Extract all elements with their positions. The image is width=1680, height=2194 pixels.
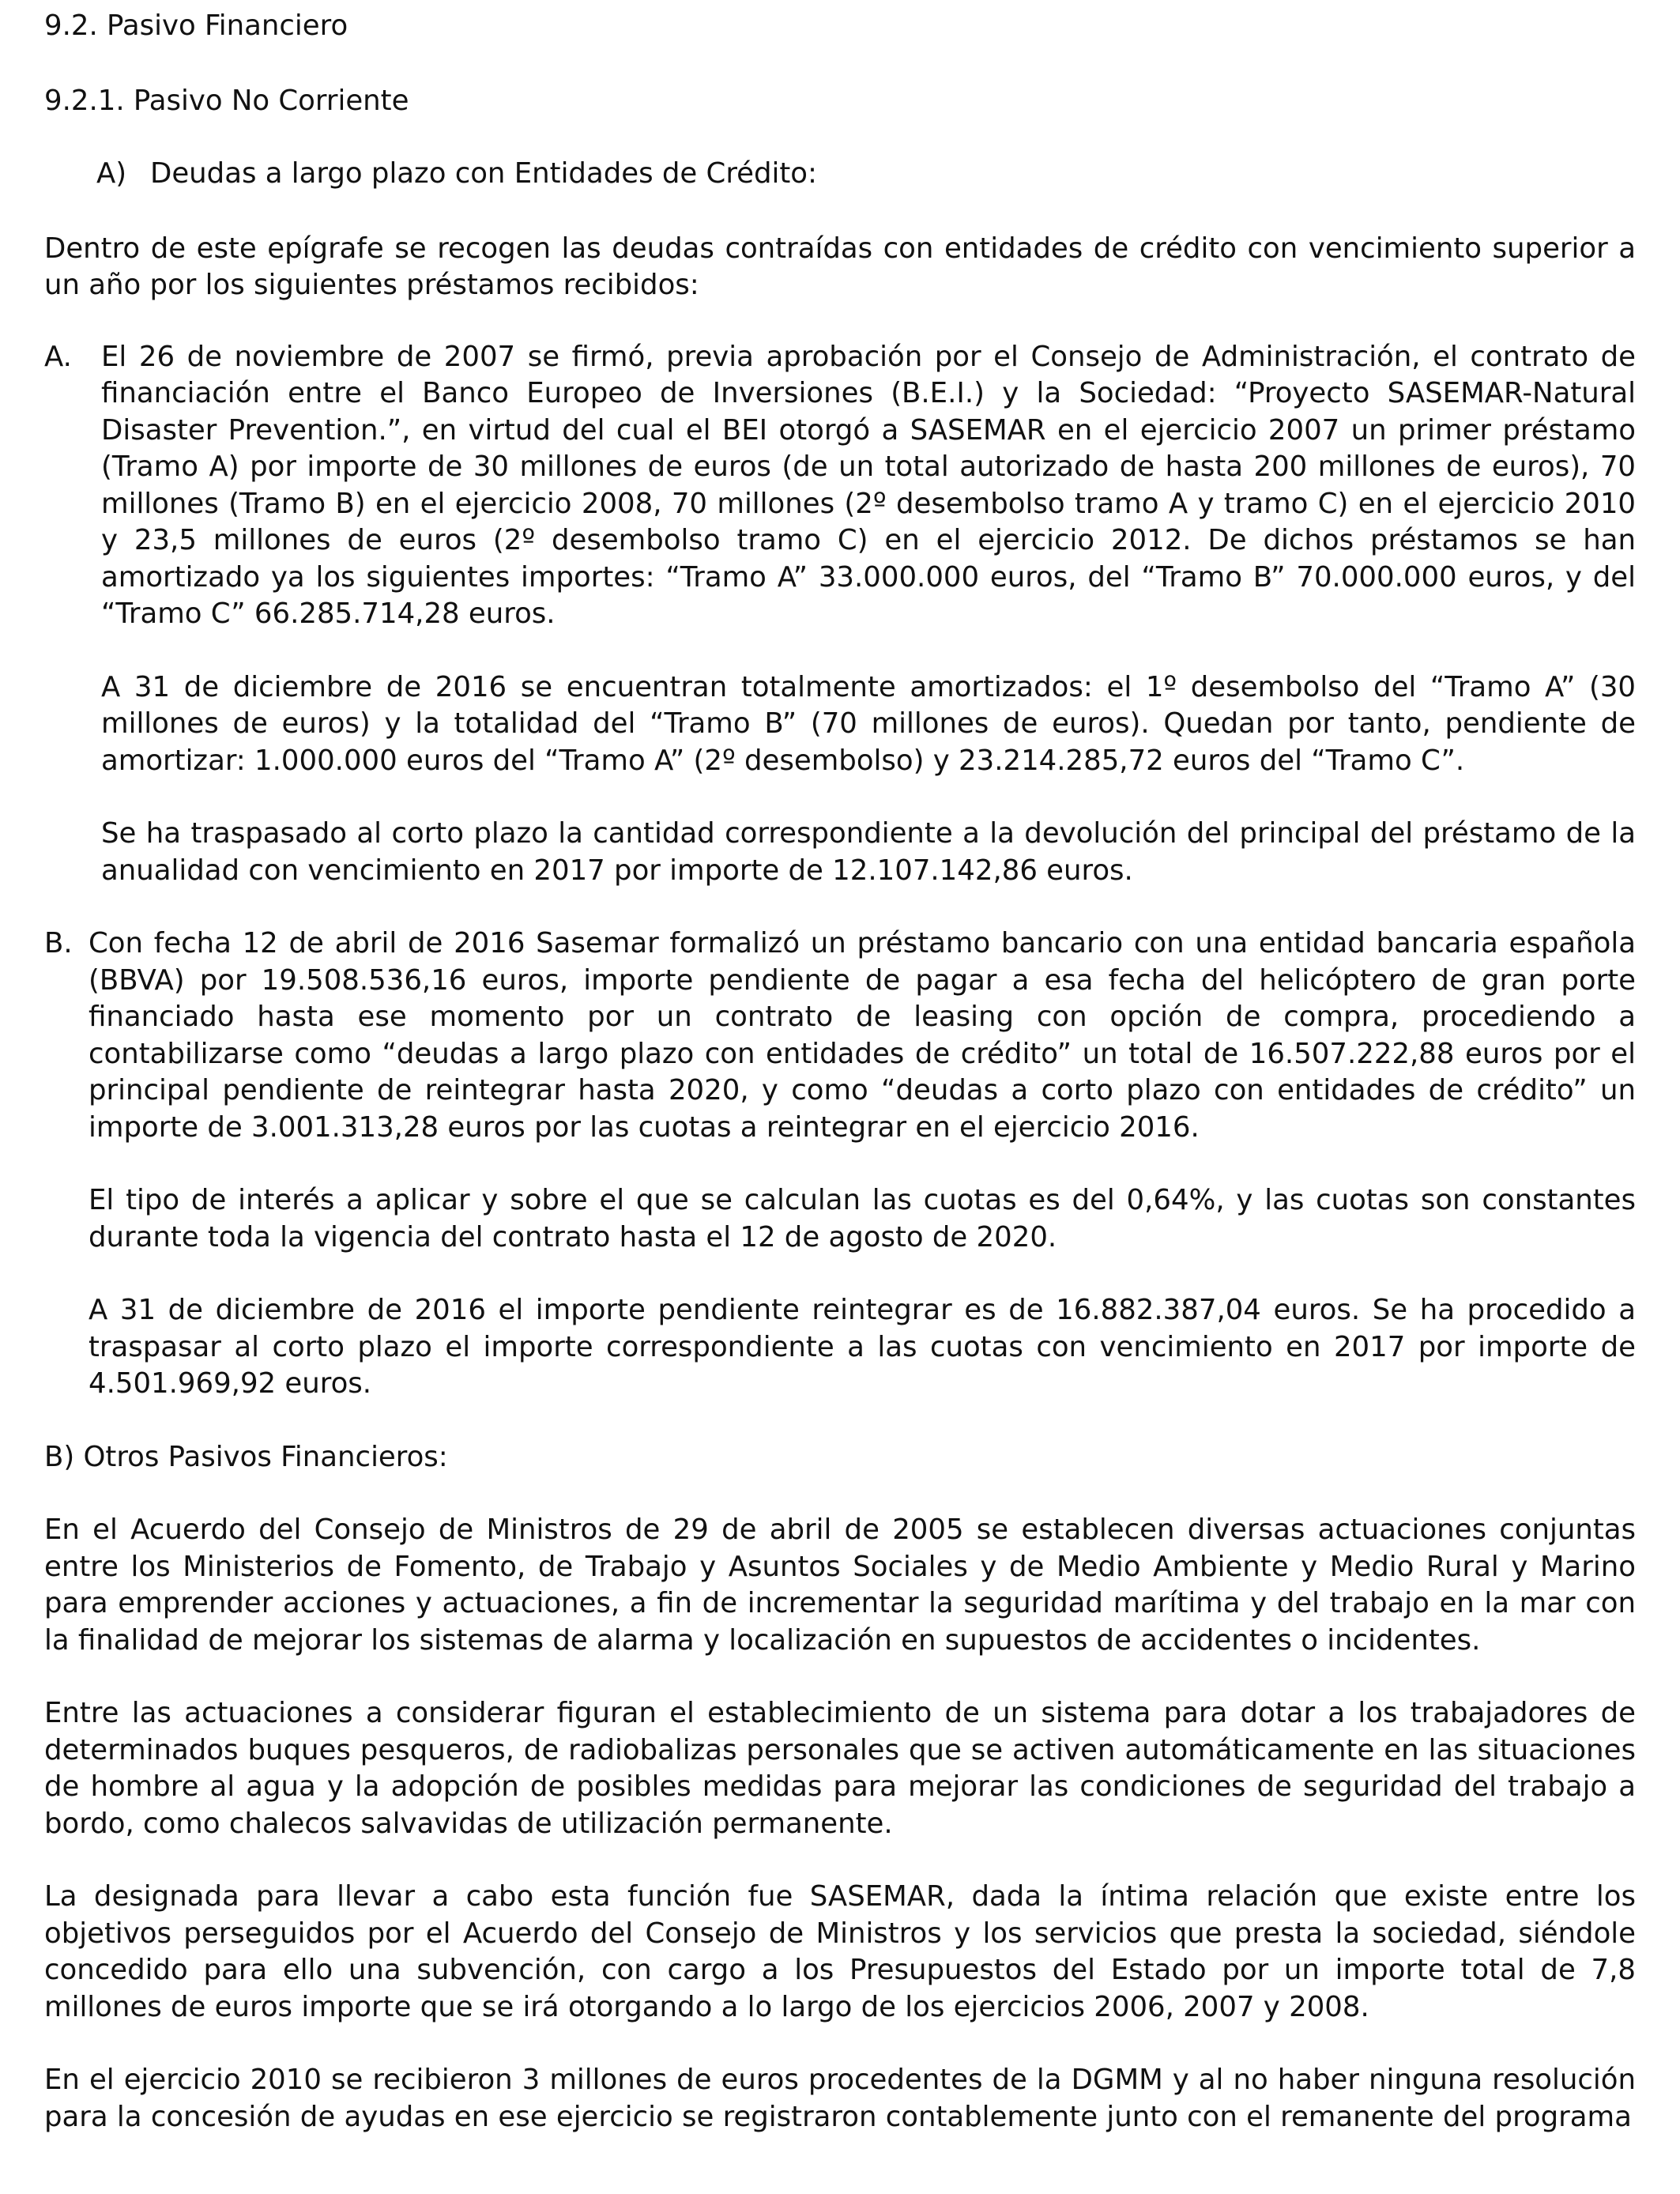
- list-item-a: [44, 339, 1636, 890]
- section-heading: 9.2. Pasivo Financiero: [44, 9, 348, 42]
- body-paragraph: En el Acuerdo del Consejo de Ministros de 29 de abril de 2005 se establecen diversas actuaciones conjuntas entre los Ministerios de Fomento, de Trabajo y Asuntos Sociales y de Medio Ambiente y Medio Rural y Marino para emprender acciones y actuaciones, a fin de incrementar la seguridad marítima y del trabajo en la mar con la finalidad de mejorar los sistemas de alarma y localización en supuestos de accidentes o incidentes.: [44, 1514, 1636, 1657]
- list-item-b-marker: B.: [44, 927, 73, 959]
- section-a-marker: A): [96, 157, 127, 190]
- document-page: [44, 8, 1636, 2136]
- list-item-b-paragraph: El tipo de interés a aplicar y sobre el que se calculan las cuotas es del 0,64%, y las cuotas son constantes durante toda la vigencia del contrato hasta el 12 de agosto de 2020.: [89, 1184, 1636, 1253]
- section-b-heading: B) Otros Pasivos Financieros:: [44, 1440, 448, 1473]
- list-item-a-paragraph: Se ha traspasado al corto plazo la cantidad correspondiente a la devolución del principal del préstamo de la anualidad con vencimiento en 2017 por importe de 12.107.142,86 euros.: [101, 817, 1636, 887]
- subsection-heading: 9.2.1. Pasivo No Corriente: [44, 84, 409, 117]
- section-a-heading: [44, 156, 1636, 193]
- list-item-a-paragraph: A 31 de diciembre de 2016 se encuentran totalmente amortizados: el 1º desembolso del “Tramo A” (30 millones de euros) y la totalidad del “Tramo B” (70 millones de euros). Quedan por tanto, pendiente de amortizar: 1.000.000 euros del “Tramo A” (2º desembolso) y 23.214.285,72 euros del “Tramo C”.: [101, 670, 1636, 777]
- body-paragraph: En el ejercicio 2010 se recibieron 3 millones de euros procedentes de la DGMM y al no haber ninguna resolución para la concesión de ayudas en ese ejercicio se registraron contablemente junto con el remanente del programa: [44, 2064, 1636, 2133]
- intro-paragraph: Dentro de este epígrafe se recogen las deudas contraídas con entidades de crédito con vencimiento superior a un año por los siguientes préstamos recibidos:: [44, 232, 1636, 301]
- list-item-b: [44, 925, 1636, 1403]
- list-item-b-paragraph: Con fecha 12 de abril de 2016 Sasemar formalizó un préstamo bancario con una entidad bancaria española (BBVA) por 19.508.536,16 euros, importe pendiente de pagar a esa fecha del helicóptero de gran porte financiado hasta ese momento por un contrato de leasing con opción de compra, procediendo a contabilizarse como “deudas a largo plazo con entidades de crédito” un total de 16.507.222,88 euros por el principal pendiente de reintegrar hasta 2020, y como “deudas a corto plazo con entidades de crédito” un importe de 3.001.313,28 euros por las cuotas a reintegrar en el ejercicio 2016.: [89, 927, 1636, 1144]
- closing-section: [44, 1512, 1636, 2136]
- body-paragraph: La designada para llevar a cabo esta función fue SASEMAR, dada la íntima relación que existe entre los objetivos perseguidos por el Acuerdo del Consejo de Ministros y los servicios que presta la sociedad, siéndole concedido para ello una subvención, con cargo a los Presupuestos del Estado por un importe total de 7,8 millones de euros importe que se irá otorgando a lo largo de los ejercicios 2006, 2007 y 2008.: [44, 1880, 1636, 2023]
- section-a-title: Deudas a largo plazo con Entidades de Crédito:: [150, 157, 817, 190]
- list-item-a-marker: A.: [44, 340, 72, 373]
- list-item-b-paragraph: A 31 de diciembre de 2016 el importe pendiente reintegrar es de 16.882.387,04 euros. Se ha procedido a traspasar al corto plazo el importe correspondiente a las cuotas con vencimiento en 2017 por importe de 4.501.969,92 euros.: [89, 1294, 1636, 1400]
- list-item-a-paragraph: El 26 de noviembre de 2007 se firmó, previa aprobación por el Consejo de Administración, el contrato de financiación entre el Banco Europeo de Inversiones (B.E.I.) y la Sociedad: “Proyecto SASEMAR-Natural Disaster Prevention.”, en virtud del cual el BEI otorgó a SASEMAR en el ejercicio 2007 un primer préstamo (Tramo A) por importe de 30 millones de euros (de un total autorizado de hasta 200 millones de euros), 70 millones (Tramo B) en el ejercicio 2008, 70 millones (2º desembolso tramo A y tramo C) en el ejercicio 2010 y 23,5 millones de euros (2º desembolso tramo C) en el ejercicio 2012. De dichos préstamos se han amortizado ya los siguientes importes: “Tramo A” 33.000.000 euros, del “Tramo B” 70.000.000 euros, y del “Tramo C” 66.285.714,28 euros.: [101, 340, 1636, 630]
- body-paragraph: Entre las actuaciones a considerar figuran el establecimiento de un sistema para dotar a los trabajadores de determinados buques pesqueros, de radiobalizas personales que se activen automáticamente en las situaciones de hombre al agua y la adopción de posibles medidas para mejorar las condiciones de seguridad del trabajo a bordo, como chalecos salvavidas de utilización permanente.: [44, 1697, 1636, 1840]
